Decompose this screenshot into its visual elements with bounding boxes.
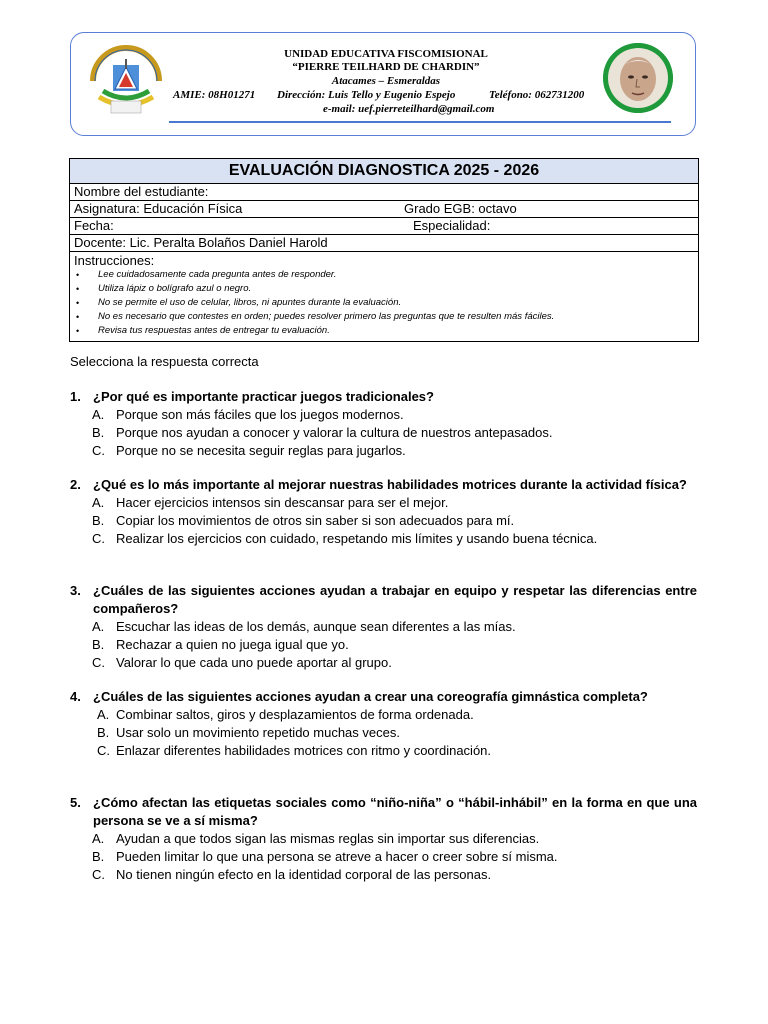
question-text: 1. ¿Por qué es importante practicar juegos tradicionales?	[70, 389, 434, 404]
option-c[interactable]: C. Valorar lo que cada uno puede aportar al grupo.	[92, 655, 392, 670]
instruction-item: • Revisa tus respuestas antes de entregar tu evaluación.	[76, 325, 330, 336]
option-c[interactable]: C. Porque no se necesita seguir reglas para jugarlos.	[92, 443, 406, 458]
question-1	[70, 388, 697, 460]
instruction-item: • No es necesario que contestes en orden; puedes resolver primero las preguntas que te resulten más fáciles.	[76, 311, 555, 322]
bullet-icon: •	[76, 312, 80, 322]
option-b[interactable]: B. Copiar los movimientos de otros sin saber si son adecuados para mí.	[92, 513, 515, 528]
school-subname: “PIERRE TEILHARD DE CHARDIN”	[292, 61, 480, 73]
question-text: 2. ¿Qué es lo más importante al mejorar nuestras habilidades motrices durante la actividad física?	[70, 477, 687, 492]
amie-code: AMIE: 08H01271	[173, 89, 256, 101]
question-number: 1.	[70, 389, 81, 404]
option-c[interactable]: C. Enlazar diferentes habilidades motrices con ritmo y coordinación.	[97, 743, 492, 758]
question-4	[70, 688, 697, 760]
option-b[interactable]: B. Porque nos ayudan a conocer y valorar la cultura de nuestros antepasados.	[92, 425, 553, 440]
option-a[interactable]: A. Hacer ejercicios intensos sin descansar para ser el mejor.	[92, 495, 449, 510]
question-text: 5. ¿Cómo afectan las etiquetas sociales como “niño-niña” o “hábil-inhábil” en la forma en que una persona se ve a sí misma?	[70, 795, 697, 828]
subject-label: Asignatura: Educación Física	[74, 201, 243, 216]
question-5	[70, 794, 697, 884]
question-3	[70, 582, 697, 672]
teacher-label: Docente: Lic. Peralta Bolaños Daniel Harold	[74, 235, 328, 250]
date-row[interactable]	[70, 218, 698, 235]
instructions-title: Instrucciones:	[74, 253, 155, 268]
instruction-item: • Utiliza lápiz o bolígrafo azul o negro.	[76, 283, 252, 294]
question-text: 4. ¿Cuáles de las siguientes acciones ayudan a crear una coreografía gimnástica completa?	[70, 689, 648, 704]
select-answer-prompt: Selecciona la respuesta correcta	[70, 354, 259, 369]
instruction-item: • No se permite el uso de celular, libros, ni apuntes durante la evaluación.	[76, 297, 402, 308]
option-a[interactable]: A. Combinar saltos, giros y desplazamientos de forma ordenada.	[97, 707, 474, 722]
student-name-label: Nombre del estudiante:	[74, 184, 209, 199]
bullet-icon: •	[76, 270, 80, 280]
subject-row	[70, 201, 698, 218]
instruction-item: • Lee cuidadosamente cada pregunta antes de responder.	[76, 269, 337, 280]
instructions-list	[74, 268, 694, 338]
school-phone: Teléfono: 062731200	[489, 89, 585, 101]
option-a[interactable]: A. Porque son más fáciles que los juegos modernos.	[92, 407, 404, 422]
founder-portrait-icon	[603, 43, 673, 113]
school-name: UNIDAD EDUCATIVA FISCOMISIONAL	[284, 48, 488, 60]
question-number: 3.	[70, 583, 81, 598]
specialty-label: Especialidad:	[413, 218, 491, 233]
evaluation-info-table	[69, 158, 699, 342]
bullet-icon: •	[76, 284, 80, 294]
question-text: 3. ¿Cuáles de las siguientes acciones ayudan a trabajar en equipo y respetar las diferencias entre compañeros?	[70, 583, 697, 616]
option-a[interactable]: A. Escuchar las ideas de los demás, aunque sean diferentes a las mías.	[92, 619, 516, 634]
option-b[interactable]: B. Usar solo un movimiento repetido muchas veces.	[97, 725, 400, 740]
school-email: e-mail: uef.pierreteilhard@gmail.com	[323, 103, 495, 115]
header-divider	[169, 121, 671, 123]
date-label: Fecha:	[74, 218, 114, 233]
option-a[interactable]: A. Ayudan a que todos sigan las mismas reglas sin importar sus diferencias.	[92, 831, 540, 846]
option-b[interactable]: B. Pueden limitar lo que una persona se atreve a hacer o creer sobre sí misma.	[92, 849, 558, 864]
school-location: Atacames – Esmeraldas	[331, 75, 441, 87]
bullet-icon: •	[76, 326, 80, 336]
evaluation-title: EVALUACIÓN DIAGNOSTICA 2025 - 2026	[70, 159, 698, 184]
option-c[interactable]: C. No tienen ningún efecto en la identidad corporal de las personas.	[92, 867, 492, 882]
teacher-row	[70, 235, 698, 252]
option-b[interactable]: B. Rechazar a quien no juega igual que yo.	[92, 637, 349, 652]
school-header	[70, 32, 696, 136]
question-number: 4.	[70, 689, 81, 704]
bullet-icon: •	[76, 298, 80, 308]
instructions-block	[70, 252, 698, 341]
grade-label: Grado EGB: octavo	[404, 201, 517, 216]
school-logo-icon	[85, 41, 167, 117]
school-address: Dirección: Luis Tello y Eugenio Espejo	[277, 89, 456, 101]
option-c[interactable]: C. Realizar los ejercicios con cuidado, respetando mis límites y usando buena técnica.	[92, 531, 598, 546]
question-number: 5.	[70, 795, 81, 810]
student-name-row[interactable]	[70, 184, 698, 201]
question-number: 2.	[70, 477, 81, 492]
question-2	[70, 476, 697, 548]
